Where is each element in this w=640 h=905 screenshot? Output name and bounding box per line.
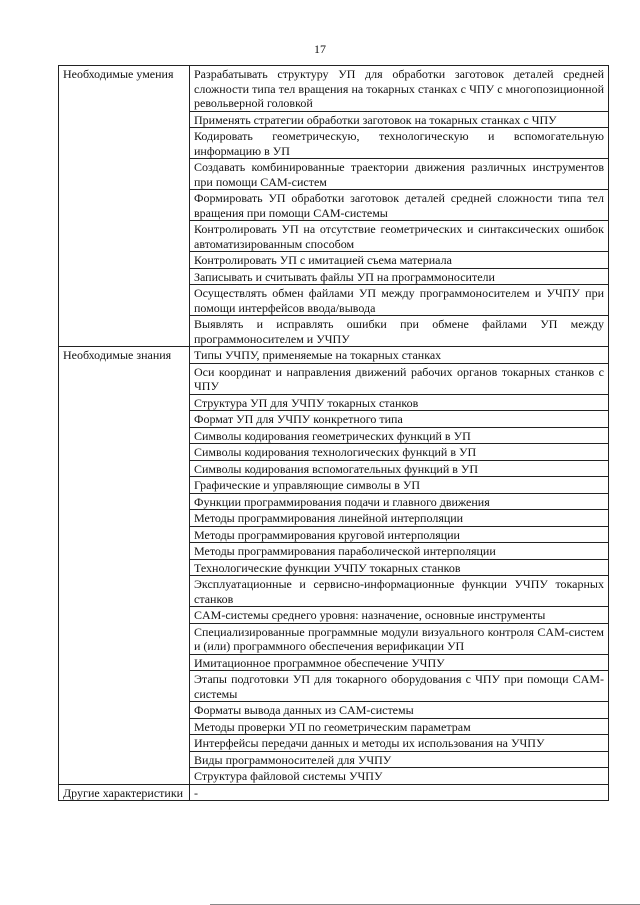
requirement-item: Символы кодирования вспомогательных функций в УП xyxy=(190,460,609,477)
requirement-item: Методы программирования линейной интерполяции xyxy=(190,510,609,527)
requirements-table-body xyxy=(59,66,609,801)
requirement-item: Кодировать геометрическую, технологическую и вспомогательную информацию в УП xyxy=(190,128,609,159)
table-row xyxy=(59,784,609,801)
requirement-item: Применять стратегии обработки заготовок на токарных станках с ЧПУ xyxy=(190,111,609,128)
requirement-item: Структура УП для УЧПУ токарных станков xyxy=(190,394,609,411)
requirement-item: Осуществлять обмен файлами УП между программоносителем и УЧПУ при помощи интерфейсов ввода/вывода xyxy=(190,285,609,316)
requirements-table xyxy=(58,65,609,801)
requirement-item: Форматы вывода данных из CAM-системы xyxy=(190,702,609,719)
requirement-item: Интерфейсы передачи данных и методы их использования на УЧПУ xyxy=(190,735,609,752)
requirement-item: Записывать и считывать файлы УП на программоносители xyxy=(190,268,609,285)
requirement-item: Разрабатывать структуру УП для обработки заготовок деталей средней сложности типа тел вращения на токарных станках с ЧПУ с многопозиционной револьверной головкой xyxy=(190,66,609,112)
requirement-item: Виды программоносителей для УЧПУ xyxy=(190,751,609,768)
requirement-item: Специализированные программные модули визуального контроля CAM-систем и (или) программного обеспечения верификации УП xyxy=(190,623,609,654)
requirement-item: Методы программирования круговой интерполяции xyxy=(190,526,609,543)
requirement-item: Формировать УП обработки заготовок деталей средней сложности типа тел вращения при помощи CAM-системы xyxy=(190,190,609,221)
requirement-item: Этапы подготовки УП для токарного оборудования с ЧПУ при помощи CAM-системы xyxy=(190,671,609,702)
requirement-item: Методы проверки УП по геометрическим параметрам xyxy=(190,718,609,735)
requirement-item: Типы УЧПУ, применяемые на токарных станках xyxy=(190,347,609,364)
requirement-item: Символы кодирования технологических функций в УП xyxy=(190,444,609,461)
requirement-item: CAM-системы среднего уровня: назначение, основные инструменты xyxy=(190,607,609,624)
section-label: Другие характеристики xyxy=(59,784,190,801)
page-number: 17 xyxy=(314,42,326,56)
requirement-item: Графические и управляющие символы в УП xyxy=(190,477,609,494)
table-row xyxy=(59,66,609,112)
requirement-item: Эксплуатационные и сервисно-информационные функции УЧПУ токарных станков xyxy=(190,576,609,607)
requirement-item: Создавать комбинированные траектории движения различных инструментов при помощи CAM-систем xyxy=(190,159,609,190)
section-label: Необходимые умения xyxy=(59,66,190,347)
requirement-item: Технологические функции УЧПУ токарных станков xyxy=(190,559,609,576)
requirement-item: Структура файловой системы УЧПУ xyxy=(190,768,609,785)
requirement-item: - xyxy=(190,784,609,801)
requirement-item: Контролировать УП на отсутствие геометрических и синтаксических ошибок автоматизированным способом xyxy=(190,221,609,252)
requirement-item: Имитационное программное обеспечение УЧПУ xyxy=(190,654,609,671)
section-label: Необходимые знания xyxy=(59,347,190,785)
requirement-item: Выявлять и исправлять ошибки при обмене файлами УП между программоносителем и УЧПУ xyxy=(190,316,609,347)
requirement-item: Методы программирования параболической интерполяции xyxy=(190,543,609,560)
requirement-item: Формат УП для УЧПУ конкретного типа xyxy=(190,411,609,428)
requirement-item: Контролировать УП с имитацией съема материала xyxy=(190,252,609,269)
requirement-item: Оси координат и направления движений рабочих органов токарных станков с ЧПУ xyxy=(190,363,609,394)
requirement-item: Функции программирования подачи и главного движения xyxy=(190,493,609,510)
table-row xyxy=(59,347,609,364)
requirement-item: Символы кодирования геометрических функций в УП xyxy=(190,427,609,444)
